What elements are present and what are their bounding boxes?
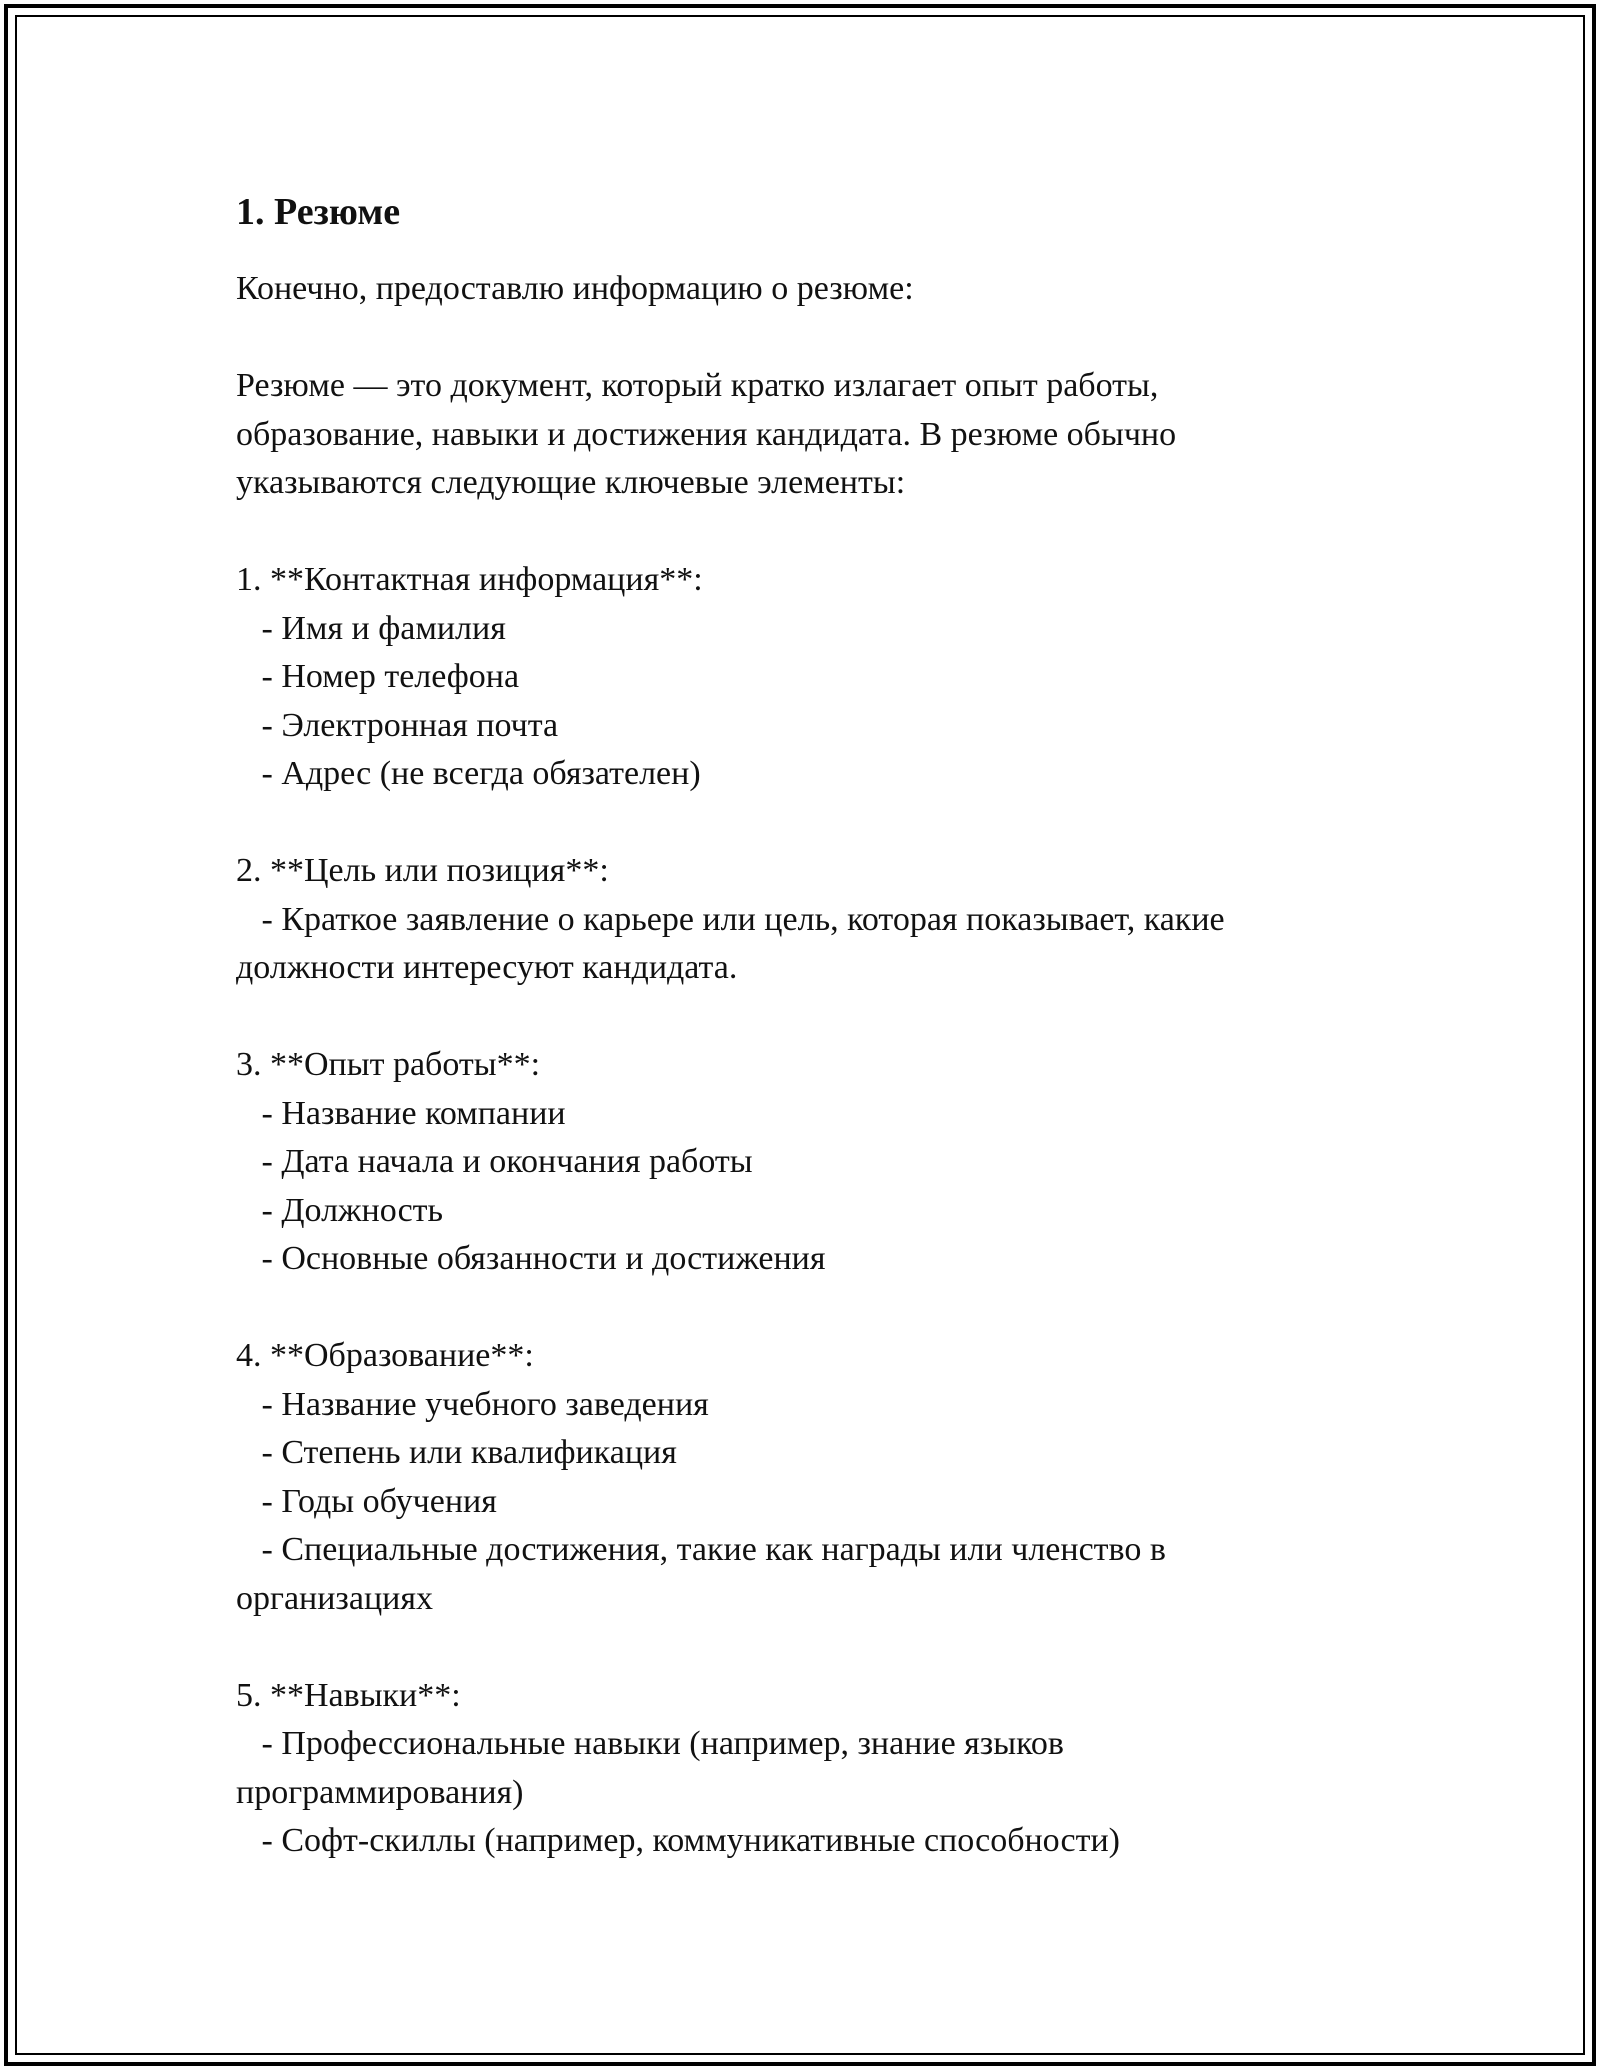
list-item: - Название учебного заведения xyxy=(236,1385,709,1423)
section-heading: 2. **Цель или позиция**: xyxy=(236,852,609,889)
list-item: - Степень или квалификация xyxy=(236,1434,677,1471)
list-item-continuation: программирования) xyxy=(236,1773,524,1811)
intro-text: Конечно, предоставлю информацию о резюме: xyxy=(236,270,914,307)
definition-paragraph xyxy=(236,362,1396,508)
paragraph-line: Резюме — это документ, который кратко излагает опыт работы, xyxy=(236,367,1159,404)
list-item: - Должность xyxy=(236,1191,444,1229)
blank-line xyxy=(236,1284,1396,1333)
section-contact-info xyxy=(236,556,1396,799)
blank-line xyxy=(236,314,1396,363)
section-heading: 5. **Навыки**: xyxy=(236,1676,461,1714)
list-item: - Профессиональные навыки (например, знание языков xyxy=(236,1725,1064,1762)
section-goal xyxy=(236,847,1396,993)
list-item: - Дата начала и окончания работы xyxy=(236,1143,753,1180)
list-item: - Номер телефона xyxy=(236,658,520,695)
list-item: - Электронная почта xyxy=(236,706,559,744)
document-title: 1. Резюме xyxy=(236,191,401,233)
list-item: - Имя и фамилия xyxy=(236,609,506,647)
section-heading: 1. **Контактная информация**: xyxy=(236,561,703,598)
list-item: - Специальные достижения, такие как награды или членство в xyxy=(236,1531,1166,1568)
list-item: - Краткое заявление о карьере или цель, которая показывает, какие xyxy=(236,900,1225,938)
list-item: - Название компании xyxy=(236,1094,566,1132)
blank-line xyxy=(236,508,1396,557)
section-skills xyxy=(236,1672,1396,1866)
section-education xyxy=(236,1332,1396,1623)
blank-line xyxy=(236,799,1396,848)
section-work-experience xyxy=(236,1041,1396,1284)
list-item: - Годы обучения xyxy=(236,1482,497,1520)
paragraph-line: указываются следующие ключевые элементы: xyxy=(236,464,906,501)
list-item: - Адрес (не всегда обязателен) xyxy=(236,755,701,792)
paragraph-line: образование, навыки и достижения кандидата. В резюме обычно xyxy=(236,415,1177,453)
list-item-continuation: организациях xyxy=(236,1579,433,1617)
blank-line xyxy=(236,993,1396,1042)
section-heading: 4. **Образование**: xyxy=(236,1337,534,1374)
section-heading: 3. **Опыт работы**: xyxy=(236,1046,541,1083)
list-item: - Софт-скиллы (например, коммуникативные способности) xyxy=(236,1822,1120,1859)
blank-line xyxy=(236,1623,1396,1672)
document-body xyxy=(236,188,1396,1866)
list-item-continuation: должности интересуют кандидата. xyxy=(236,949,738,986)
list-item: - Основные обязанности и достижения xyxy=(236,1240,826,1277)
